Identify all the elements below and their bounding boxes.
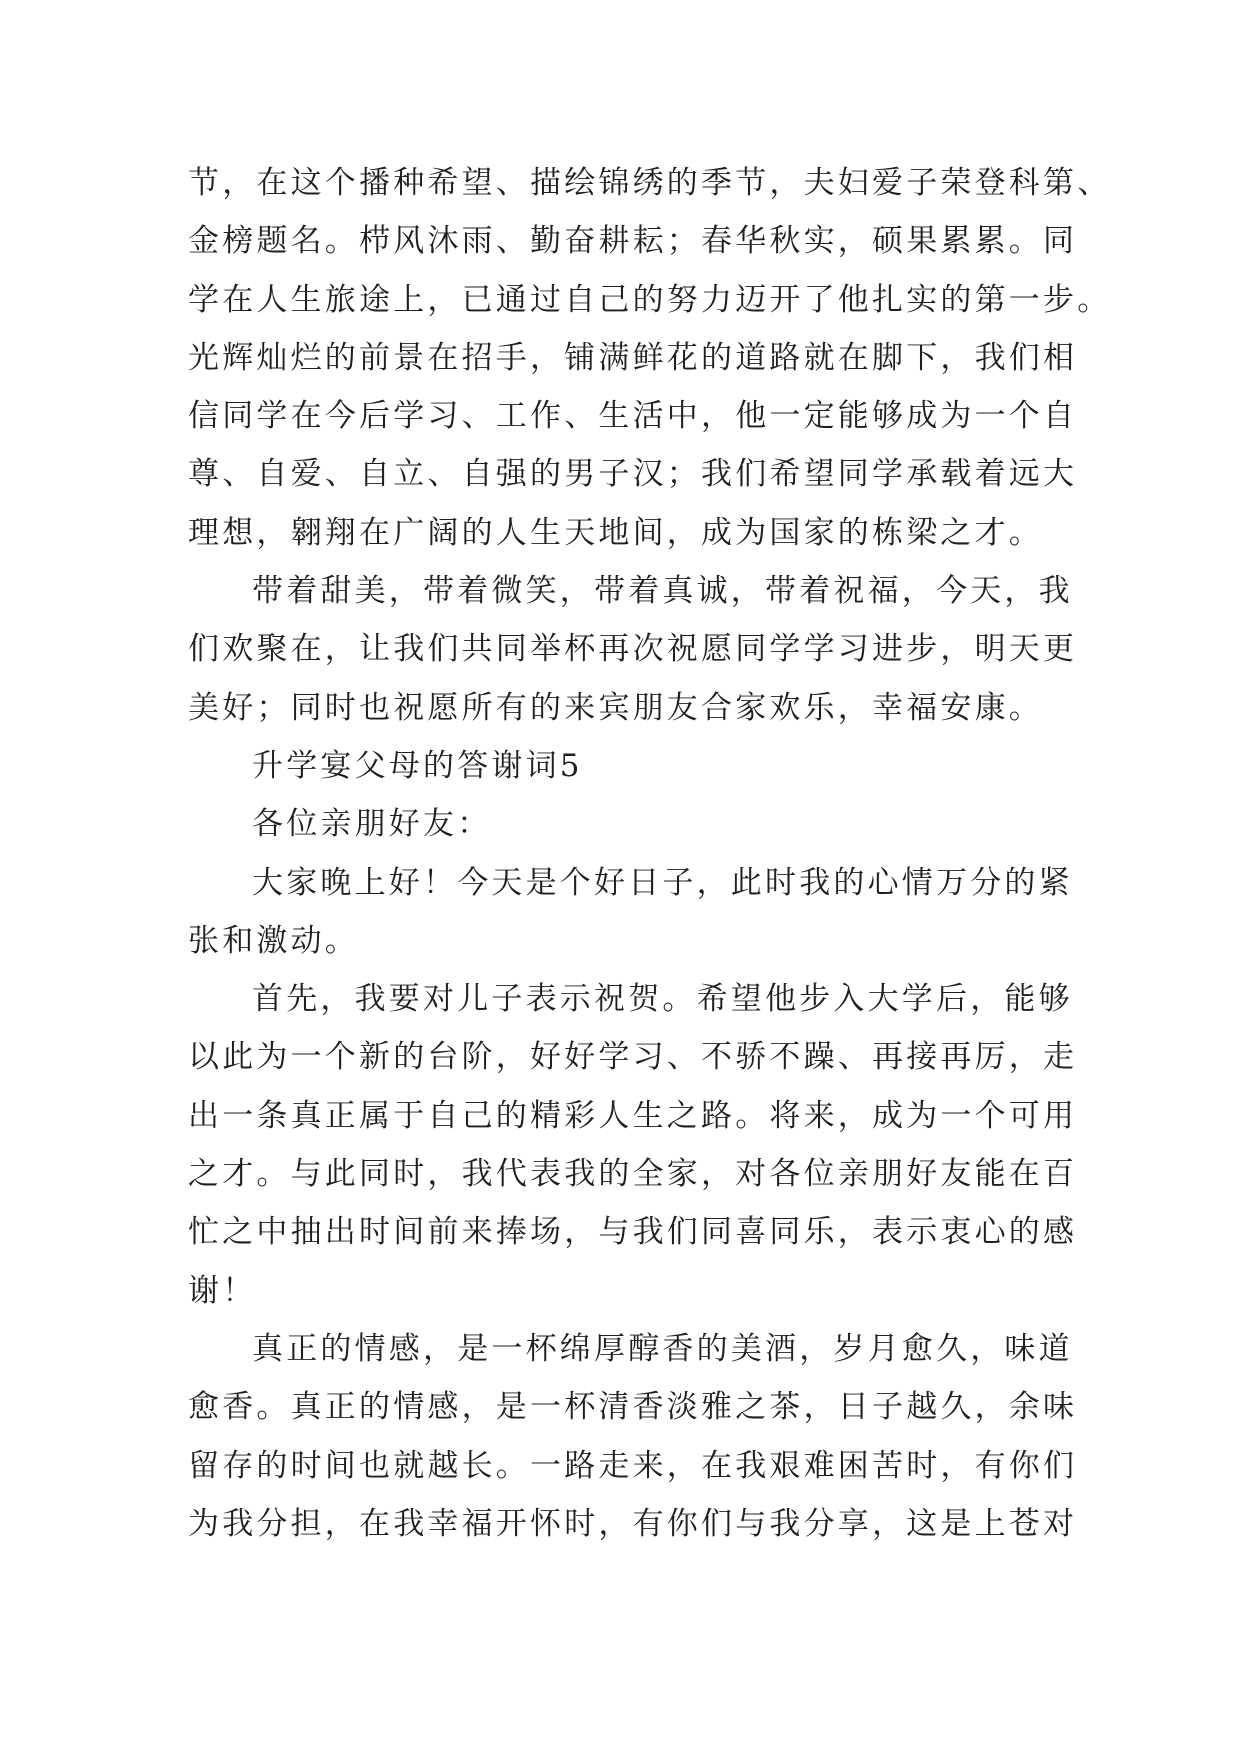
paragraph-start-line: 大家晚上好！今天是个好日子，此时我的心情万分的紧 [252,864,1073,901]
text-line: 留存的时间也就越长。一路走来，在我艰难困苦时，有你们 [188,1447,1078,1484]
paragraph-start-line: 带着甜美，带着微笑，带着真诚，带着祝福，今天，我 [252,573,1073,610]
text-line: 愈香。真正的情感，是一杯清香淡雅之茶，日子越久，余味 [188,1389,1078,1426]
text-line: 美好；同时也祝愿所有的来宾朋友合家欢乐，幸福安康。 [188,689,1043,726]
paragraph-start-line: 真正的情感，是一杯绵厚醇香的美酒，岁月愈久，味道 [252,1330,1073,1367]
paragraph-start-line: 首先，我要对儿子表示祝贺。希望他步入大学后，能够 [252,981,1073,1018]
salutation: 各位亲朋好友： [252,806,492,843]
text-line: 信同学在今后学习、工作、生活中，他一定能够成为一个自 [188,398,1078,435]
text-line: 为我分担，在我幸福开怀时，有你们与我分享，这是上苍对 [188,1505,1078,1542]
text-line: 们欢聚在，让我们共同举杯再次祝愿同学学习进步，明天更 [188,631,1078,668]
document-body [188,154,1112,1553]
text-line: 张和激动。 [188,922,359,959]
text-line: 理想，翱翔在广阔的人生天地间，成为国家的栋梁之才。 [188,514,1043,551]
section-heading: 升学宴父母的答谢词5 [252,747,583,784]
text-line: 学在人生旅途上，已通过自己的努力迈开了他扎实的第一步。 [188,281,1112,318]
text-line: 忙之中抽出时间前来捧场，与我们同喜同乐，表示衷心的感 [188,1214,1078,1251]
text-line: 尊、自爱、自立、自强的男子汉；我们希望同学承载着远大 [188,456,1078,493]
text-line: 之才。与此同时，我代表我的全家，对各位亲朋好友能在百 [188,1156,1078,1193]
text-line: 节，在这个播种希望、描绘锦绣的季节，夫妇爱子荣登科第、 [188,165,1112,201]
text-line: 金榜题名。栉风沐雨、勤奋耕耘；春华秋实，硕果累累。同 [188,223,1078,260]
text-line: 以此为一个新的台阶，好好学习、不骄不躁、再接再厉，走 [188,1039,1078,1076]
text-line: 出一条真正属于自己的精彩人生之路。将来，成为一个可用 [188,1097,1078,1134]
text-line: 光辉灿烂的前景在招手，铺满鲜花的道路就在脚下，我们相 [188,339,1078,376]
text-line: 谢！ [188,1272,257,1309]
